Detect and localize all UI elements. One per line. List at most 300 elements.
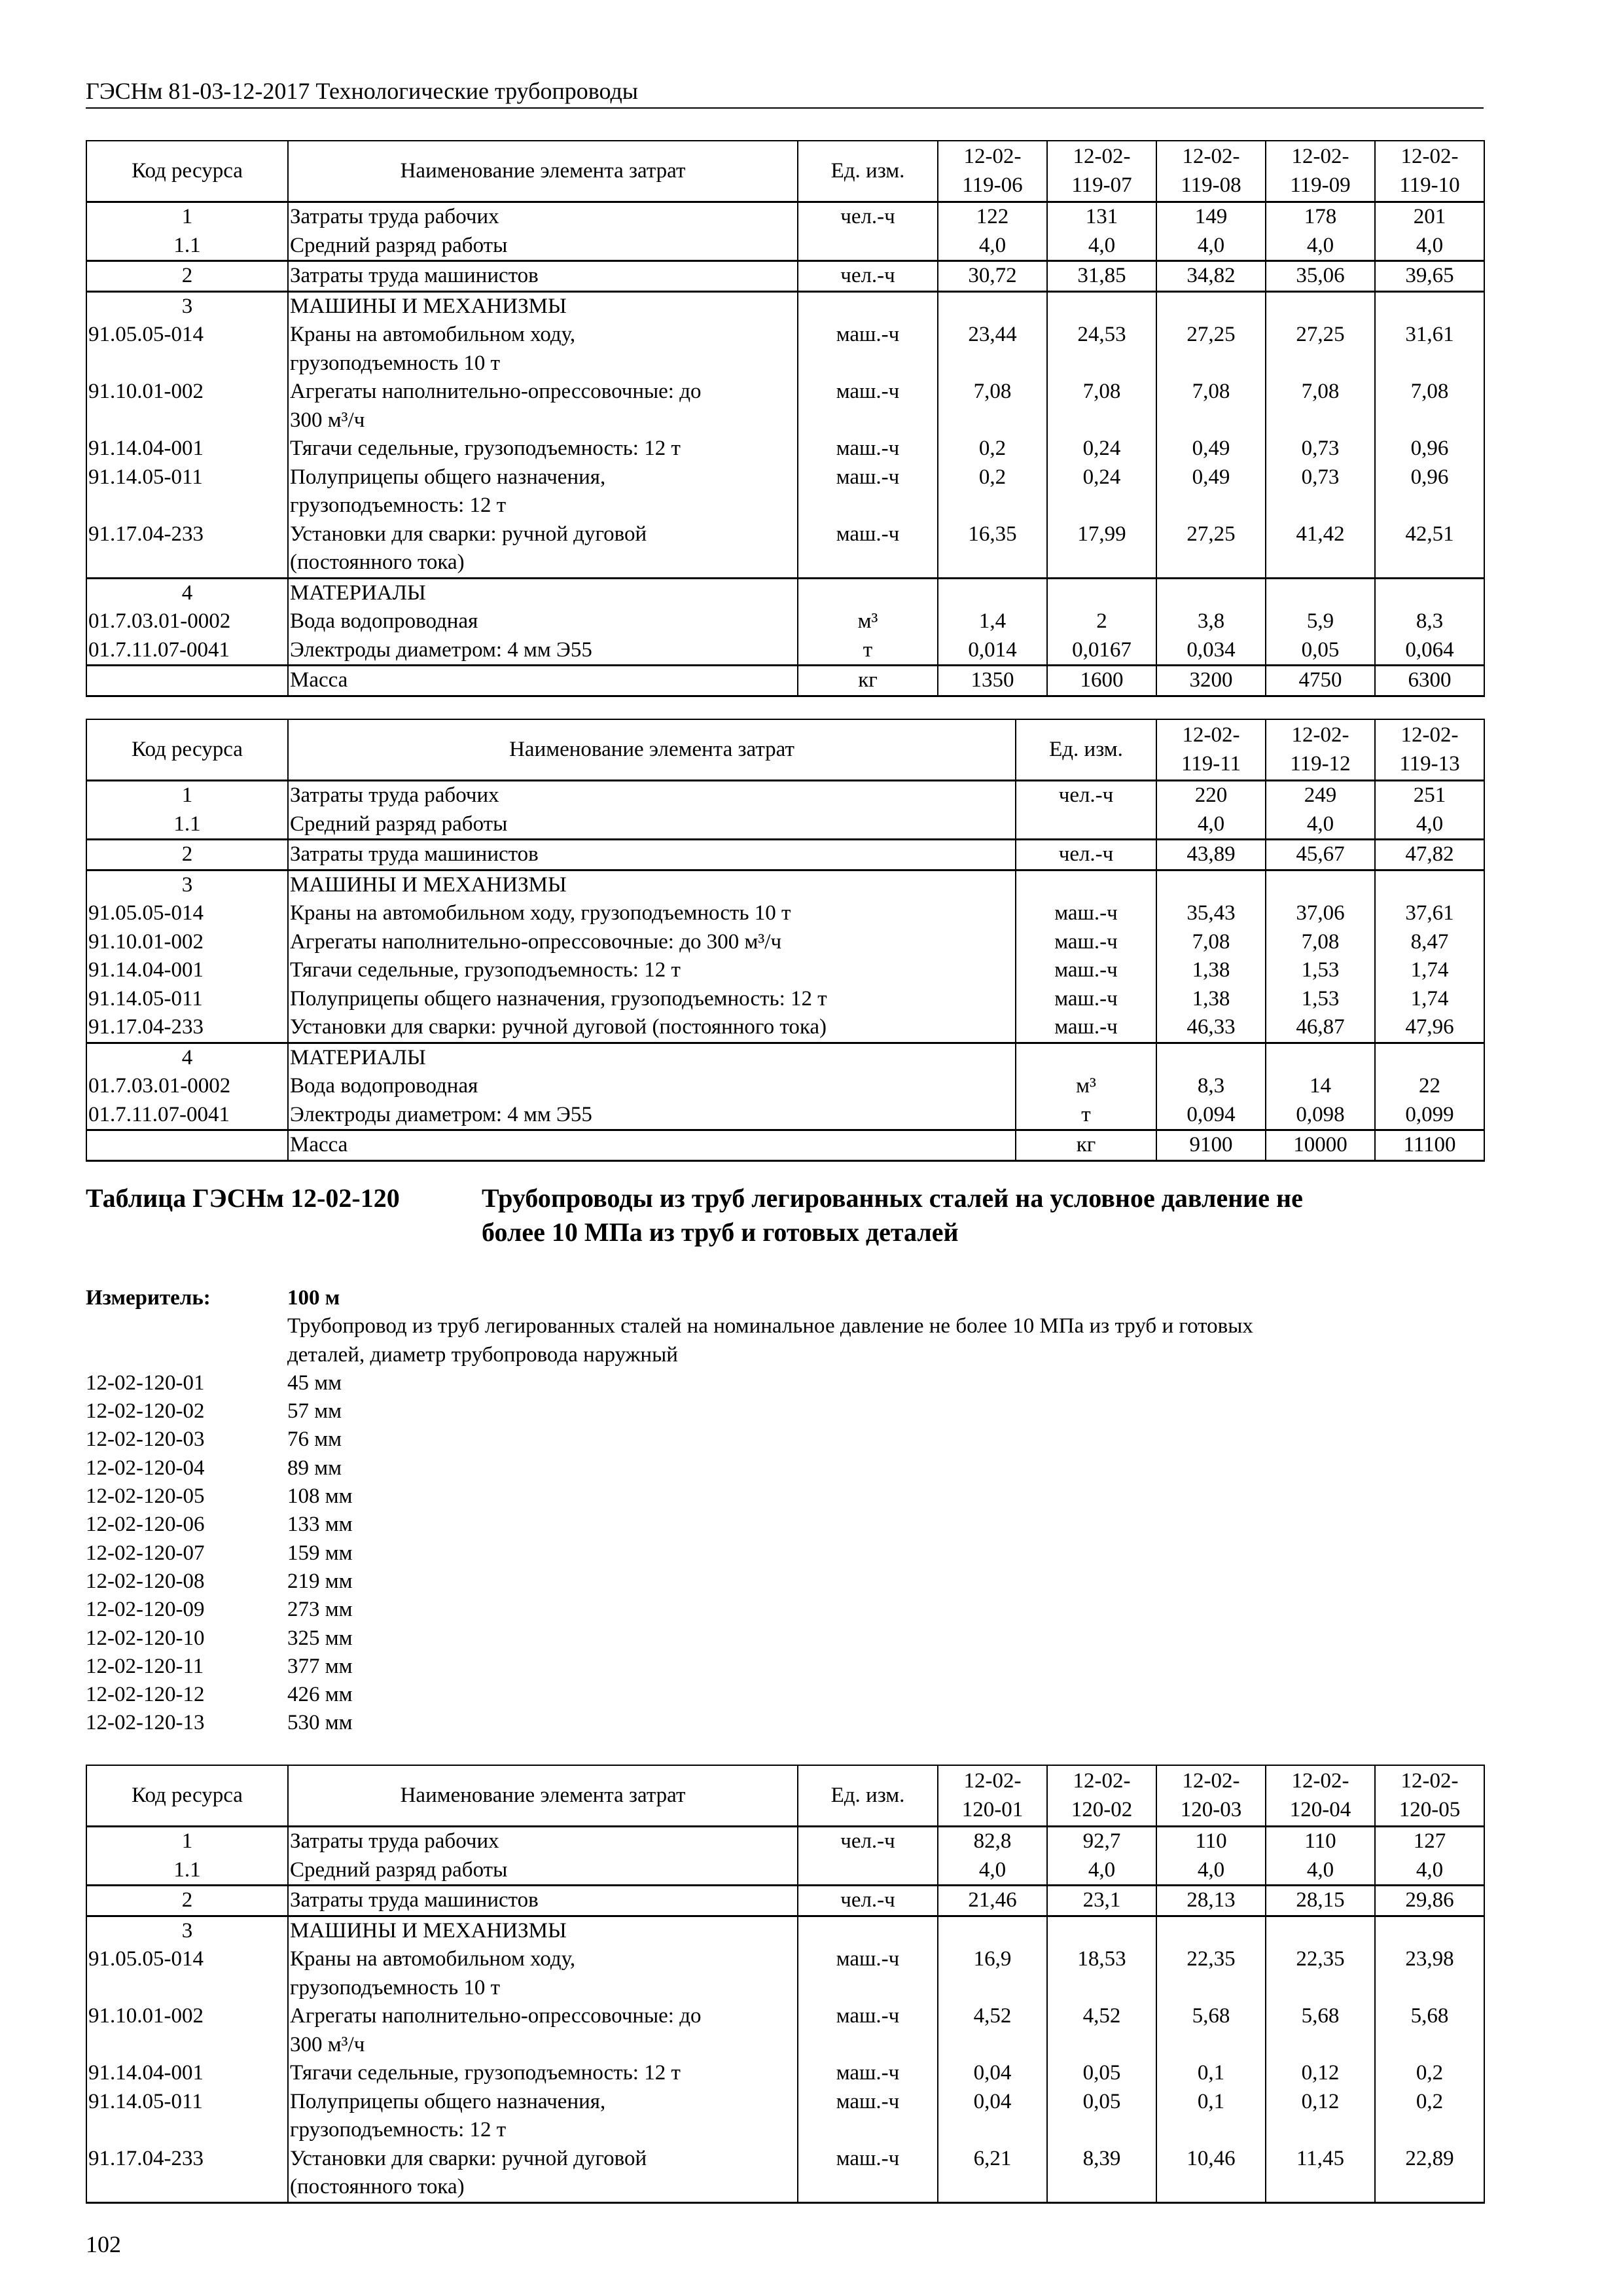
value-cell: [938, 578, 1047, 607]
resource-code: 91.14.04-001: [86, 2059, 288, 2088]
column-header-1: 12-02- 120-02: [1047, 1765, 1156, 1827]
measure-item: [86, 1454, 1484, 1482]
resource-name: Масса: [288, 666, 798, 696]
resource-table-120-01-05: [86, 1765, 1485, 2204]
resource-code: 01.7.11.07-0041: [86, 1101, 288, 1130]
value-cell: 16,35: [938, 520, 1047, 579]
resource-name: Установки для сварки: ручной дуговой (постоянного тока): [288, 2145, 798, 2203]
table-row: [86, 1130, 1484, 1161]
resource-name: Затраты труда рабочих: [288, 202, 798, 232]
value-cell: 4,0: [1266, 232, 1375, 261]
measure-item: [86, 1709, 1484, 1737]
value-cell: 4,0: [1375, 1856, 1484, 1886]
value-cell: [1266, 1916, 1375, 1945]
value-cell: 0,04: [938, 2059, 1047, 2088]
resource-code: [86, 1130, 288, 1161]
value-cell: 0,04: [938, 2088, 1047, 2145]
page-number: 102: [86, 2231, 121, 2257]
name-header: Наименование элемента затрат: [288, 141, 798, 202]
value-cell: 0,12: [1266, 2059, 1375, 2088]
value-cell: 22,89: [1375, 2145, 1484, 2203]
resource-name: Краны на автомобильном ходу, грузоподъемность 10 т: [288, 321, 798, 378]
unit: [798, 232, 938, 261]
resource-code: 4: [86, 578, 288, 607]
column-header-2: 12-02- 119-08: [1156, 141, 1266, 202]
value-cell: [1375, 870, 1484, 899]
value-cell: 1,38: [1156, 956, 1266, 985]
value-cell: 4750: [1266, 666, 1375, 696]
item-diameter: 530 мм: [287, 1711, 353, 1735]
resource-name: МАШИНЫ И МЕХАНИЗМЫ: [288, 1916, 798, 1945]
unit: чел.-ч: [1016, 840, 1156, 870]
unit: маш.-ч: [1016, 985, 1156, 1014]
value-cell: [1156, 870, 1266, 899]
value-cell: 23,98: [1375, 1945, 1484, 2002]
resource-code: 01.7.03.01-0002: [86, 607, 288, 636]
resource-code: 91.10.01-002: [86, 928, 288, 957]
value-cell: 18,53: [1047, 1945, 1156, 2002]
value-cell: 7,08: [1047, 378, 1156, 435]
unit: маш.-ч: [798, 1945, 938, 2002]
resource-name: МАШИНЫ И МЕХАНИЗМЫ: [288, 870, 1016, 899]
value-cell: 29,86: [1375, 1886, 1484, 1916]
resource-name: Агрегаты наполнительно-опрессовочные: до 300 м³/ч: [288, 928, 1016, 957]
value-cell: 8,47: [1375, 928, 1484, 957]
item-diameter: 45 мм: [287, 1371, 342, 1395]
item-code: 12-02-120-12: [86, 1683, 205, 1707]
value-cell: 5,9: [1266, 607, 1375, 636]
resource-code: 2: [86, 840, 288, 870]
value-cell: [1375, 578, 1484, 607]
value-cell: [1156, 578, 1266, 607]
unit: кг: [798, 666, 938, 696]
table-row: [86, 232, 1484, 261]
measure-item: [86, 1482, 1484, 1511]
item-diameter: 219 мм: [287, 1569, 353, 1593]
value-cell: 4,0: [1266, 1856, 1375, 1886]
value-cell: 1600: [1047, 666, 1156, 696]
value-cell: 4,52: [938, 2002, 1047, 2059]
value-cell: 31,85: [1047, 261, 1156, 292]
value-cell: [1266, 1043, 1375, 1072]
value-cell: [1266, 291, 1375, 321]
value-cell: 0,24: [1047, 435, 1156, 463]
value-cell: 22,35: [1156, 1945, 1266, 2002]
value-cell: 8,39: [1047, 2145, 1156, 2203]
value-cell: 0,24: [1047, 463, 1156, 520]
measure-item: [86, 1539, 1484, 1568]
item-code: 12-02-120-02: [86, 1399, 205, 1424]
table-row: [86, 810, 1484, 840]
value-cell: 4,0: [1156, 232, 1266, 261]
measure-item: [86, 1596, 1484, 1624]
item-diameter: 133 мм: [287, 1513, 353, 1537]
unit: маш.-ч: [798, 435, 938, 463]
code-header: Код ресурса: [86, 141, 288, 202]
value-cell: 11,45: [1266, 2145, 1375, 2203]
measure-label: Измеритель:: [86, 1286, 211, 1310]
resource-name: Средний разряд работы: [288, 1856, 798, 1886]
value-cell: 178: [1266, 202, 1375, 232]
table-row: [86, 1827, 1484, 1856]
unit: [798, 578, 938, 607]
resource-name: Затраты труда машинистов: [288, 261, 798, 292]
unit: маш.-ч: [798, 463, 938, 520]
measure-item: [86, 1511, 1484, 1539]
value-cell: 0,05: [1266, 636, 1375, 666]
value-cell: 1,38: [1156, 985, 1266, 1014]
value-cell: 0,96: [1375, 463, 1484, 520]
value-cell: 27,25: [1156, 321, 1266, 378]
table-row: [86, 463, 1484, 520]
item-code: 12-02-120-05: [86, 1484, 205, 1509]
measure-value: 100 м: [287, 1286, 340, 1310]
resource-name: Краны на автомобильном ходу, грузоподъемность 10 т: [288, 1945, 798, 2002]
value-cell: 0,098: [1266, 1101, 1375, 1130]
value-cell: 131: [1047, 202, 1156, 232]
column-header-3: 12-02- 119-09: [1266, 141, 1375, 202]
value-cell: 22,35: [1266, 1945, 1375, 2002]
unit: чел.-ч: [798, 1827, 938, 1856]
resource-code: 1.1: [86, 1856, 288, 1886]
value-cell: 39,65: [1375, 261, 1484, 292]
resource-name: Масса: [288, 1130, 1016, 1161]
value-cell: 0,014: [938, 636, 1047, 666]
table-row: [86, 378, 1484, 435]
value-cell: 0,12: [1266, 2088, 1375, 2145]
value-cell: 249: [1266, 781, 1375, 810]
value-cell: 42,51: [1375, 520, 1484, 579]
value-cell: 3200: [1156, 666, 1266, 696]
table-row: [86, 291, 1484, 321]
resource-code: 91.14.05-011: [86, 2088, 288, 2145]
value-cell: 0,2: [1375, 2059, 1484, 2088]
value-cell: 17,99: [1047, 520, 1156, 579]
value-cell: [1266, 870, 1375, 899]
table-row: [86, 321, 1484, 378]
unit: т: [1016, 1101, 1156, 1130]
value-cell: 92,7: [1047, 1827, 1156, 1856]
unit: маш.-ч: [1016, 956, 1156, 985]
resource-code: 3: [86, 1916, 288, 1945]
unit: чел.-ч: [798, 202, 938, 232]
resource-code: 2: [86, 1886, 288, 1916]
value-cell: 6300: [1375, 666, 1484, 696]
value-cell: 46,87: [1266, 1013, 1375, 1043]
value-cell: [1156, 1043, 1266, 1072]
table-row: [86, 1945, 1484, 2002]
table-row: [86, 1072, 1484, 1101]
unit: [1016, 870, 1156, 899]
resource-code: 1: [86, 1827, 288, 1856]
value-cell: [938, 291, 1047, 321]
value-cell: 34,82: [1156, 261, 1266, 292]
value-cell: 22: [1375, 1072, 1484, 1101]
value-cell: 7,08: [1375, 378, 1484, 435]
value-cell: 4,52: [1047, 2002, 1156, 2059]
value-cell: 1,74: [1375, 985, 1484, 1014]
value-cell: 21,46: [938, 1886, 1047, 1916]
resource-code: 1: [86, 781, 288, 810]
value-cell: 47,82: [1375, 840, 1484, 870]
unit: [798, 291, 938, 321]
item-code: 12-02-120-06: [86, 1513, 205, 1537]
value-cell: 8,3: [1375, 607, 1484, 636]
value-cell: 122: [938, 202, 1047, 232]
code-header: Код ресурса: [86, 719, 288, 781]
table-row: [86, 1856, 1484, 1886]
unit: маш.-ч: [798, 2002, 938, 2059]
resource-code: 91.10.01-002: [86, 2002, 288, 2059]
column-header-0: 12-02- 119-11: [1156, 719, 1266, 781]
table-row: [86, 1013, 1484, 1043]
value-cell: [1047, 291, 1156, 321]
resource-name: Краны на автомобильном ходу, грузоподъемность 10 т: [288, 899, 1016, 928]
table-row: [86, 261, 1484, 292]
value-cell: [938, 1916, 1047, 1945]
item-diameter: 325 мм: [287, 1626, 353, 1650]
value-cell: 41,42: [1266, 520, 1375, 579]
table-number: Таблица ГЭСНм 12-02-120: [86, 1183, 400, 1213]
item-code: 12-02-120-13: [86, 1711, 205, 1735]
value-cell: 0,05: [1047, 2088, 1156, 2145]
value-cell: 30,72: [938, 261, 1047, 292]
unit: маш.-ч: [798, 2145, 938, 2203]
value-cell: 4,0: [1266, 810, 1375, 840]
value-cell: 1,74: [1375, 956, 1484, 985]
value-cell: 110: [1266, 1827, 1375, 1856]
value-cell: 27,25: [1156, 520, 1266, 579]
resource-code: 91.17.04-233: [86, 520, 288, 579]
value-cell: 7,08: [1266, 928, 1375, 957]
resource-name: МАТЕРИАЛЫ: [288, 578, 798, 607]
table-row: [86, 956, 1484, 985]
table-row: [86, 435, 1484, 463]
unit: м³: [1016, 1072, 1156, 1101]
resource-name: Средний разряд работы: [288, 232, 798, 261]
resource-code: 91.17.04-233: [86, 2145, 288, 2203]
resource-name: МАШИНЫ И МЕХАНИЗМЫ: [288, 291, 798, 321]
value-cell: 10,46: [1156, 2145, 1266, 2203]
item-diameter: 76 мм: [287, 1427, 342, 1452]
resource-code: 4: [86, 1043, 288, 1072]
resource-name: Полуприцепы общего назначения, грузоподъемность: 12 т: [288, 985, 1016, 1014]
column-header-2: 12-02- 120-03: [1156, 1765, 1266, 1827]
resource-name: Затраты труда машинистов: [288, 1886, 798, 1916]
resource-code: 3: [86, 870, 288, 899]
table-row: [86, 870, 1484, 899]
resource-name: Затраты труда рабочих: [288, 1827, 798, 1856]
value-cell: 24,53: [1047, 321, 1156, 378]
column-header-3: 12-02- 120-04: [1266, 1765, 1375, 1827]
value-cell: 47,96: [1375, 1013, 1484, 1043]
column-header-1: 12-02- 119-12: [1266, 719, 1375, 781]
item-code: 12-02-120-07: [86, 1541, 205, 1565]
value-cell: 201: [1375, 202, 1484, 232]
resource-code: 91.14.05-011: [86, 985, 288, 1014]
resource-name: Электроды диаметром: 4 мм Э55: [288, 1101, 1016, 1130]
value-cell: 2: [1047, 607, 1156, 636]
resource-name: Полуприцепы общего назначения, грузоподъемность: 12 т: [288, 463, 798, 520]
table-row: [86, 840, 1484, 870]
resource-code: [86, 666, 288, 696]
resource-name: Агрегаты наполнительно-опрессовочные: до 300 м³/ч: [288, 2002, 798, 2059]
item-diameter: 159 мм: [287, 1541, 353, 1565]
table-row: [86, 2145, 1484, 2203]
resource-table-119-11-13: [86, 719, 1485, 1162]
unit: м³: [798, 607, 938, 636]
value-cell: 0,05: [1047, 2059, 1156, 2088]
resource-name: Электроды диаметром: 4 мм Э55: [288, 636, 798, 666]
value-cell: 0,1: [1156, 2088, 1266, 2145]
resource-name: Вода водопроводная: [288, 607, 798, 636]
value-cell: 0,0167: [1047, 636, 1156, 666]
item-code: 12-02-120-01: [86, 1371, 205, 1395]
resource-code: 91.14.05-011: [86, 463, 288, 520]
item-diameter: 89 мм: [287, 1456, 342, 1480]
value-cell: [1375, 1916, 1484, 1945]
value-cell: 4,0: [1375, 810, 1484, 840]
value-cell: 0,034: [1156, 636, 1266, 666]
unit: чел.-ч: [798, 1886, 938, 1916]
measure-item: [86, 1681, 1484, 1709]
value-cell: 28,15: [1266, 1886, 1375, 1916]
value-cell: 82,8: [938, 1827, 1047, 1856]
value-cell: [1156, 291, 1266, 321]
measure-item: [86, 1568, 1484, 1596]
value-cell: 5,68: [1266, 2002, 1375, 2059]
value-cell: 4,0: [1156, 1856, 1266, 1886]
table-header-row: [86, 719, 1484, 781]
value-cell: 220: [1156, 781, 1266, 810]
value-cell: 27,25: [1266, 321, 1375, 378]
resource-code: 91.05.05-014: [86, 1945, 288, 2002]
value-cell: 10000: [1266, 1130, 1375, 1161]
value-cell: 16,9: [938, 1945, 1047, 2002]
resource-code: 2: [86, 261, 288, 292]
unit: маш.-ч: [798, 2088, 938, 2145]
value-cell: 4,0: [1047, 232, 1156, 261]
value-cell: 0,064: [1375, 636, 1484, 666]
item-code: 12-02-120-08: [86, 1569, 205, 1593]
item-code: 12-02-120-03: [86, 1427, 205, 1452]
value-cell: 4,0: [1375, 232, 1484, 261]
value-cell: 45,67: [1266, 840, 1375, 870]
value-cell: 4,0: [1047, 1856, 1156, 1886]
value-cell: [1156, 1916, 1266, 1945]
value-cell: 251: [1375, 781, 1484, 810]
resource-code: 1: [86, 202, 288, 232]
item-diameter: 57 мм: [287, 1399, 342, 1424]
resource-name: Затраты труда машинистов: [288, 840, 1016, 870]
resource-name: Затраты труда рабочих: [288, 781, 1016, 810]
item-code: 12-02-120-10: [86, 1626, 205, 1650]
column-header-4: 12-02- 120-05: [1375, 1765, 1484, 1827]
unit: кг: [1016, 1130, 1156, 1161]
column-header-4: 12-02- 119-10: [1375, 141, 1484, 202]
value-cell: 0,2: [1375, 2088, 1484, 2145]
value-cell: 35,06: [1266, 261, 1375, 292]
unit: маш.-ч: [1016, 928, 1156, 957]
table-row: [86, 202, 1484, 232]
value-cell: 37,61: [1375, 899, 1484, 928]
value-cell: 0,49: [1156, 435, 1266, 463]
resource-name: Полуприцепы общего назначения, грузоподъемность: 12 т: [288, 2088, 798, 2145]
value-cell: 14: [1266, 1072, 1375, 1101]
table-row: [86, 899, 1484, 928]
unit: чел.-ч: [1016, 781, 1156, 810]
value-cell: [1266, 578, 1375, 607]
value-cell: 0,099: [1375, 1101, 1484, 1130]
value-cell: 110: [1156, 1827, 1266, 1856]
table-row: [86, 2002, 1484, 2059]
value-cell: 4,0: [938, 232, 1047, 261]
unit: маш.-ч: [1016, 1013, 1156, 1043]
item-diameter: 426 мм: [287, 1683, 353, 1707]
value-cell: 0,094: [1156, 1101, 1266, 1130]
value-cell: 6,21: [938, 2145, 1047, 2203]
value-cell: 37,06: [1266, 899, 1375, 928]
value-cell: 4,0: [938, 1856, 1047, 1886]
measure-item: [86, 1426, 1484, 1454]
unit-header: Ед. изм.: [798, 141, 938, 202]
resource-code: 91.17.04-233: [86, 1013, 288, 1043]
item-code: 12-02-120-09: [86, 1598, 205, 1622]
value-cell: 0,73: [1266, 463, 1375, 520]
value-cell: 5,68: [1375, 2002, 1484, 2059]
table-row: [86, 2059, 1484, 2088]
value-cell: [1047, 578, 1156, 607]
resource-code: 01.7.11.07-0041: [86, 636, 288, 666]
table-row: [86, 1916, 1484, 1945]
value-cell: 0,2: [938, 463, 1047, 520]
table-row: [86, 636, 1484, 666]
running-header: ГЭСНм 81-03-12-2017 Технологические трубопроводы: [86, 77, 1484, 109]
value-cell: 31,61: [1375, 321, 1484, 378]
value-cell: 7,08: [1156, 378, 1266, 435]
table-title: Трубопроводы из труб легированных сталей на условное давление не более 10 МПа из труб и готовых деталей: [482, 1183, 1303, 1247]
value-cell: 0,49: [1156, 463, 1266, 520]
item-diameter: 377 мм: [287, 1654, 353, 1678]
resource-name: Установки для сварки: ручной дуговой (постоянного тока): [288, 1013, 1016, 1043]
item-code: 12-02-120-11: [86, 1654, 204, 1678]
resource-code: 1.1: [86, 810, 288, 840]
value-cell: 7,08: [1156, 928, 1266, 957]
table-row: [86, 1101, 1484, 1130]
table-row: [86, 781, 1484, 810]
resource-code: 1.1: [86, 232, 288, 261]
measure-item: [86, 1653, 1484, 1681]
resource-name: Тягачи седельные, грузоподъемность: 12 т: [288, 2059, 798, 2088]
unit: [798, 1916, 938, 1945]
value-cell: 7,08: [938, 378, 1047, 435]
value-cell: [1375, 1043, 1484, 1072]
resource-code: 91.05.05-014: [86, 899, 288, 928]
value-cell: 0,73: [1266, 435, 1375, 463]
column-header-2: 12-02- 119-13: [1375, 719, 1484, 781]
value-cell: 127: [1375, 1827, 1484, 1856]
resource-code: 91.10.01-002: [86, 378, 288, 435]
resource-name: Тягачи седельные, грузоподъемность: 12 т: [288, 435, 798, 463]
value-cell: 4,0: [1156, 810, 1266, 840]
value-cell: 23,44: [938, 321, 1047, 378]
unit: т: [798, 636, 938, 666]
value-cell: 5,68: [1156, 2002, 1266, 2059]
column-header-0: 12-02- 119-06: [938, 141, 1047, 202]
unit: [1016, 810, 1156, 840]
unit: маш.-ч: [1016, 899, 1156, 928]
unit: чел.-ч: [798, 261, 938, 292]
